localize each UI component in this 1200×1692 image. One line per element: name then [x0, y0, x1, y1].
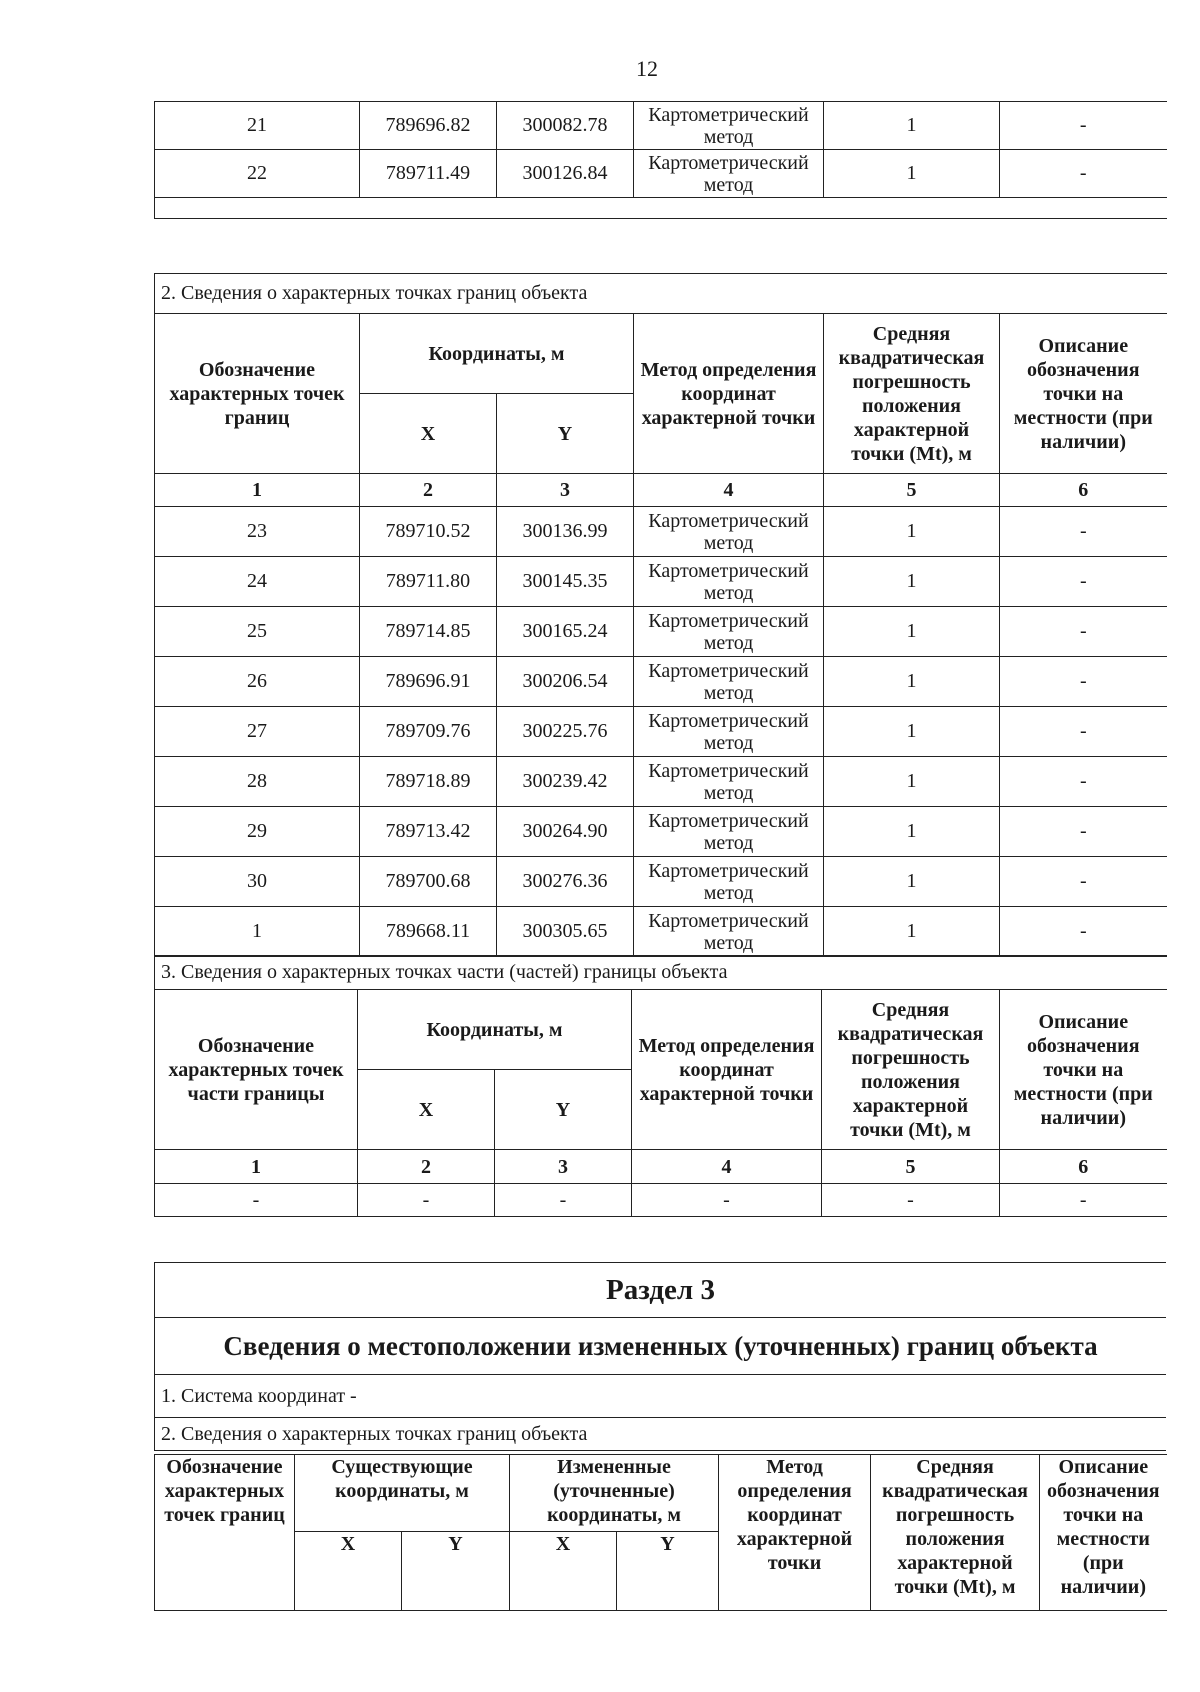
cell-point: 1: [155, 907, 360, 957]
table-row: [155, 807, 1167, 857]
section-title: 2. Сведения о характерных точках границ объекта: [155, 1418, 1167, 1451]
section-title: 2. Сведения о характерных точках границ объекта: [155, 274, 1167, 314]
cell-point: 28: [155, 757, 360, 807]
razdel3-header: [154, 1262, 1166, 1451]
cell-desc: -: [1000, 507, 1167, 557]
header-changed-y: Y: [617, 1532, 719, 1611]
column-number: 5: [822, 1150, 1000, 1184]
cell-mt: 1: [824, 757, 1000, 807]
header-accuracy: Средняя квадратическая погрешность положения характерной точки (Mt), м: [824, 314, 1000, 474]
cell-y: 300225.76: [497, 707, 634, 757]
cell-mt: 1: [824, 657, 1000, 707]
cell-x: 789709.76: [360, 707, 497, 757]
cell-mt: 1: [824, 102, 1000, 150]
cell-point: 24: [155, 557, 360, 607]
cell-point: 30: [155, 857, 360, 907]
cell-mt: -: [822, 1184, 1000, 1217]
cell-x: 789668.11: [360, 907, 497, 957]
table-row: [155, 707, 1167, 757]
cell-method: -: [632, 1184, 822, 1217]
header-y: Y: [495, 1070, 632, 1150]
table-row: [155, 607, 1167, 657]
column-number: 1: [155, 1150, 358, 1184]
empty-row: [155, 198, 1167, 219]
cell-method: Картометрический метод: [634, 757, 824, 807]
header-existing-coordinates: Существующие координаты, м: [295, 1455, 510, 1532]
column-number: 3: [497, 474, 634, 507]
cell-mt: 1: [824, 907, 1000, 957]
cell-desc: -: [1000, 757, 1167, 807]
header-designation: Обозначение характерных точек границ: [155, 314, 360, 474]
table-row: [155, 757, 1167, 807]
cell-mt: 1: [824, 507, 1000, 557]
razdel-subtitle: Сведения о местоположении измененных (уточненных) границ объекта: [155, 1318, 1167, 1375]
header-x: X: [358, 1070, 495, 1150]
changed-boundaries-table: [154, 1454, 1167, 1611]
header-description: Описание обозначения точки на местности (при наличии): [1040, 1455, 1167, 1611]
header-accuracy: Средняя квадратическая погрешность положения характерной точки (Mt), м: [822, 990, 1000, 1150]
header-changed-coordinates: Измененные (уточненные) координаты, м: [510, 1455, 719, 1532]
cell-x: 789713.42: [360, 807, 497, 857]
column-number: 5: [824, 474, 1000, 507]
cell-point: 22: [155, 150, 360, 198]
cell-point: 27: [155, 707, 360, 757]
cell-x: -: [358, 1184, 495, 1217]
cell-x: 789711.49: [360, 150, 497, 198]
cell-desc: -: [1000, 857, 1167, 907]
boundary-parts-table: [154, 955, 1167, 1217]
cell-point: 26: [155, 657, 360, 707]
header-coordinates: Координаты, м: [360, 314, 634, 394]
table-row: [155, 150, 1167, 198]
cell-y: 300305.65: [497, 907, 634, 957]
cell-desc: -: [1000, 150, 1167, 198]
cell-desc: -: [1000, 557, 1167, 607]
table-row: [155, 102, 1167, 150]
table-row: [155, 657, 1167, 707]
cell-y: 300206.54: [497, 657, 634, 707]
cell-point: 23: [155, 507, 360, 557]
cell-x: 789711.80: [360, 557, 497, 607]
cell-x: 789700.68: [360, 857, 497, 907]
header-method: Метод определения координат характерной точки: [634, 314, 824, 474]
cell-point: -: [155, 1184, 358, 1217]
continuation-table: [154, 101, 1167, 219]
cell-point: 21: [155, 102, 360, 150]
table-row: [155, 857, 1167, 907]
cell-method: Картометрический метод: [634, 707, 824, 757]
cell-method: Картометрический метод: [634, 607, 824, 657]
cell-point: 29: [155, 807, 360, 857]
column-number: 2: [360, 474, 497, 507]
header-accuracy: Средняя квадратическая погрешность положения характерной точки (Mt), м: [871, 1455, 1040, 1611]
cell-y: 300264.90: [497, 807, 634, 857]
cell-x: 789718.89: [360, 757, 497, 807]
cell-x: 789696.91: [360, 657, 497, 707]
page-number: 12: [636, 56, 658, 81]
header-method: Метод определения координат характерной точки: [719, 1455, 871, 1611]
column-number: 3: [495, 1150, 632, 1184]
cell-y: -: [495, 1184, 632, 1217]
cell-method: Картометрический метод: [634, 857, 824, 907]
cell-y: 300082.78: [497, 102, 634, 150]
cell-method: Картометрический метод: [634, 657, 824, 707]
section-title: 3. Сведения о характерных точках части (частей) границы объекта: [155, 956, 1167, 990]
cell-y: 300126.84: [497, 150, 634, 198]
header-existing-x: X: [295, 1532, 402, 1611]
cell-method: Картометрический метод: [634, 907, 824, 957]
header-x: X: [360, 394, 497, 474]
cell-mt: 1: [824, 607, 1000, 657]
cell-x: 789710.52: [360, 507, 497, 557]
cell-desc: -: [1000, 102, 1167, 150]
table-row: [155, 557, 1167, 607]
header-description: Описание обозначения точки на местности (при наличии): [1000, 314, 1167, 474]
header-changed-x: X: [510, 1532, 617, 1611]
header-y: Y: [497, 394, 634, 474]
cell-y: 300136.99: [497, 507, 634, 557]
table-row: [155, 1184, 1167, 1217]
coordinate-system: 1. Система координат -: [155, 1375, 1167, 1418]
column-number: 4: [632, 1150, 822, 1184]
column-number: 1: [155, 474, 360, 507]
cell-method: Картометрический метод: [634, 150, 824, 198]
header-designation: Обозначение характерных точек границ: [155, 1455, 295, 1611]
cell-mt: 1: [824, 707, 1000, 757]
cell-desc: -: [1000, 907, 1167, 957]
column-number: 6: [1000, 1150, 1167, 1184]
cell-x: 789696.82: [360, 102, 497, 150]
cell-y: 300239.42: [497, 757, 634, 807]
cell-desc: -: [1000, 707, 1167, 757]
cell-method: Картометрический метод: [634, 807, 824, 857]
cell-desc: -: [1000, 657, 1167, 707]
header-method: Метод определения координат характерной точки: [632, 990, 822, 1150]
cell-y: 300165.24: [497, 607, 634, 657]
cell-point: 25: [155, 607, 360, 657]
cell-mt: 1: [824, 150, 1000, 198]
boundary-points-table: [154, 273, 1167, 957]
cell-mt: 1: [824, 557, 1000, 607]
cell-desc: -: [1000, 807, 1167, 857]
header-designation: Обозначение характерных точек части границы: [155, 990, 358, 1150]
header-existing-y: Y: [402, 1532, 510, 1611]
cell-method: Картометрический метод: [634, 102, 824, 150]
column-number: 2: [358, 1150, 495, 1184]
cell-x: 789714.85: [360, 607, 497, 657]
cell-method: Картометрический метод: [634, 507, 824, 557]
table-row: [155, 507, 1167, 557]
header-description: Описание обозначения точки на местности (при наличии): [1000, 990, 1167, 1150]
cell-y: 300276.36: [497, 857, 634, 907]
cell-y: 300145.35: [497, 557, 634, 607]
column-number: 6: [1000, 474, 1167, 507]
cell-desc: -: [1000, 607, 1167, 657]
header-coordinates: Координаты, м: [358, 990, 632, 1070]
column-number: 4: [634, 474, 824, 507]
cell-mt: 1: [824, 807, 1000, 857]
cell-method: Картометрический метод: [634, 557, 824, 607]
cell-mt: 1: [824, 857, 1000, 907]
table-row: [155, 907, 1167, 957]
cell-desc: -: [1000, 1184, 1167, 1217]
razdel-title: Раздел 3: [155, 1263, 1167, 1318]
